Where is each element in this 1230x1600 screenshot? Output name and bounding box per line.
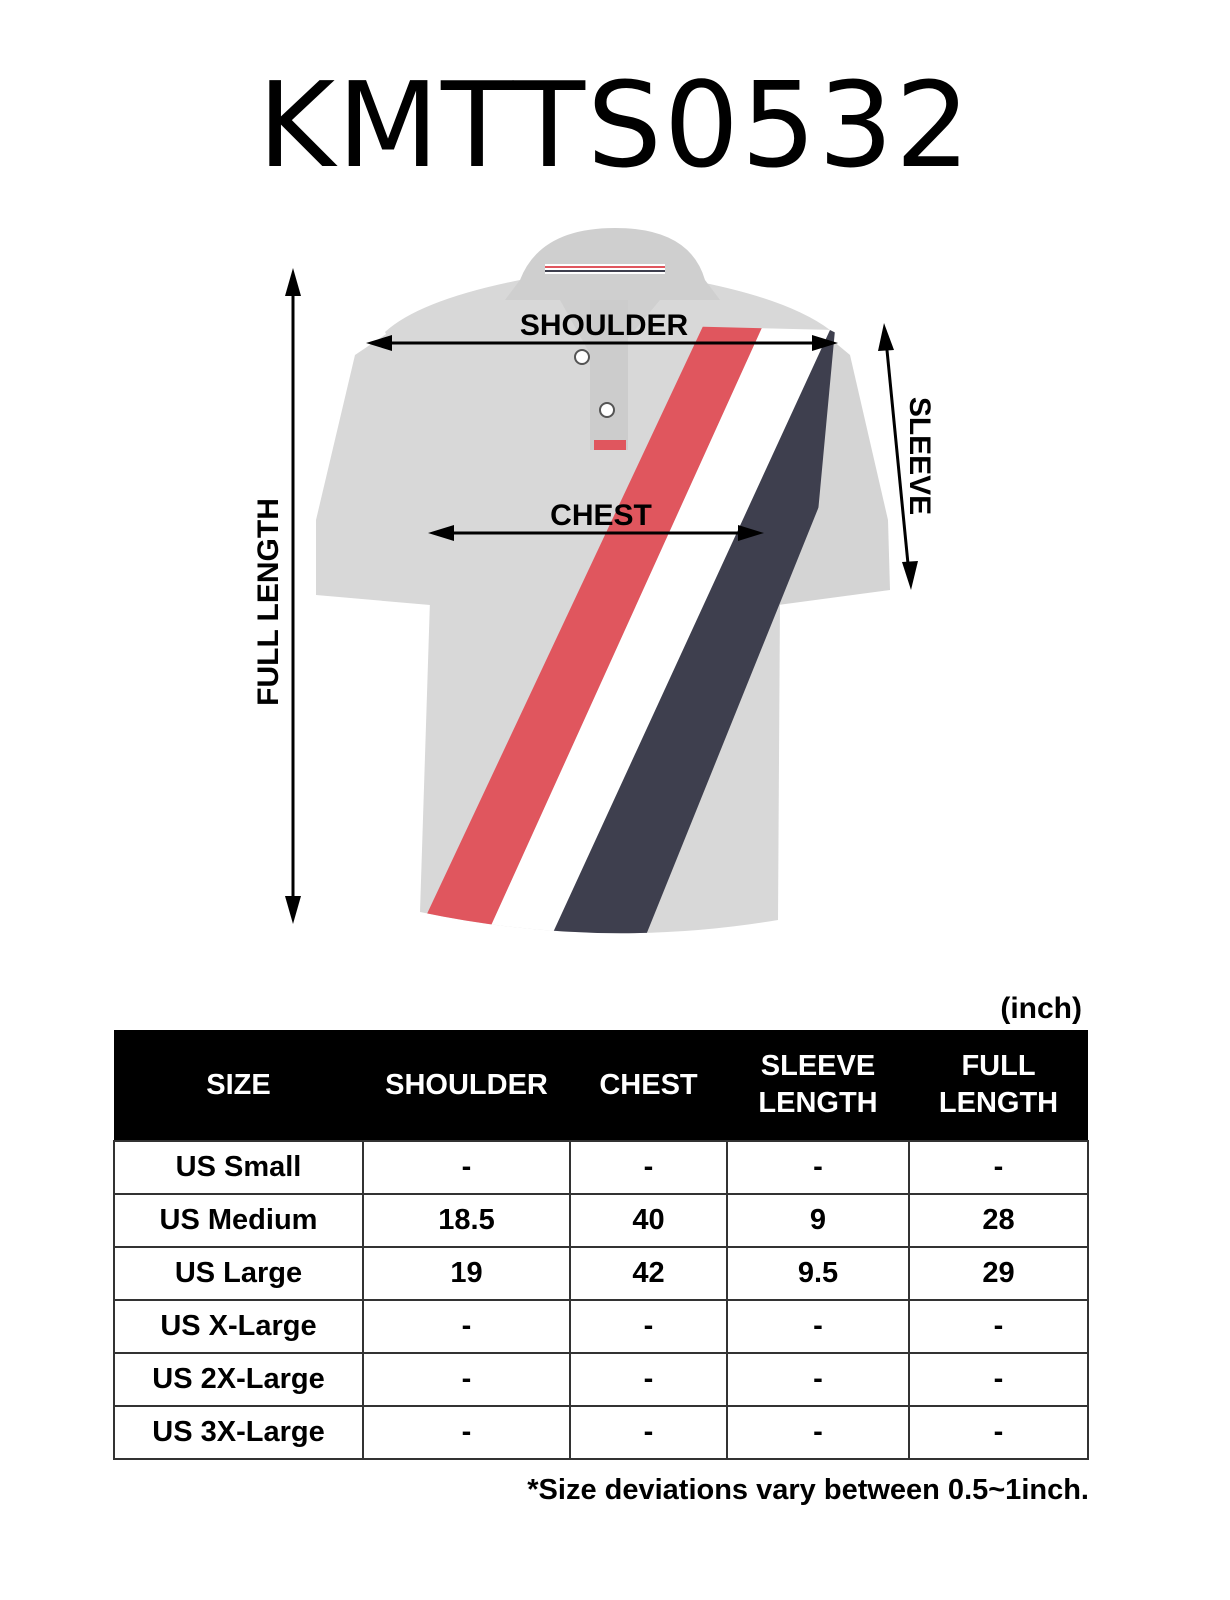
button-middle: [600, 403, 614, 417]
header-chest: CHEST: [570, 1030, 727, 1141]
chest-cell: 40: [570, 1194, 727, 1247]
header-sleeve-length: [727, 1030, 909, 1141]
full-length-cell: -: [909, 1353, 1088, 1406]
sleeve-label: SLEEVE: [903, 396, 936, 516]
sleeve-length-cell: -: [727, 1141, 909, 1194]
shoulder-cell: -: [363, 1353, 570, 1406]
chest-cell: -: [570, 1353, 727, 1406]
size-cell: US X-Large: [114, 1300, 363, 1353]
table-header-row: [114, 1030, 1088, 1141]
sleeve-length-cell: 9.5: [727, 1247, 909, 1300]
sleeve-length-cell: -: [727, 1353, 909, 1406]
chest-cell: -: [570, 1141, 727, 1194]
shoulder-cell: 19: [363, 1247, 570, 1300]
header-sleeve-length-line2: LENGTH: [758, 1087, 878, 1119]
table-row: [114, 1247, 1088, 1300]
full-length-arrow: [285, 268, 301, 924]
shoulder-cell: -: [363, 1300, 570, 1353]
shoulder-cell: -: [363, 1406, 570, 1459]
sleeve-length-cell: -: [727, 1406, 909, 1459]
product-code-title: KMTTS0532: [257, 56, 973, 194]
shoulder-label: SHOULDER: [519, 309, 689, 342]
full-length-cell: -: [909, 1141, 1088, 1194]
full-length-label: FULL LENGTH: [252, 498, 285, 706]
size-deviation-footnote: *Size deviations vary between 0.5~1inch.: [527, 1474, 1089, 1506]
table-row: [114, 1194, 1088, 1247]
header-shoulder: SHOULDER: [363, 1030, 570, 1141]
size-cell: US Large: [114, 1247, 363, 1300]
full-length-cell: -: [909, 1406, 1088, 1459]
chest-cell: 42: [570, 1247, 727, 1300]
sleeve-length-cell: -: [727, 1300, 909, 1353]
size-cell: US 3X-Large: [114, 1406, 363, 1459]
size-chart-table: [113, 1030, 1089, 1460]
header-full-length-line2: LENGTH: [938, 1087, 1059, 1119]
collar-tape: [545, 264, 665, 274]
full-length-cell: 29: [909, 1247, 1088, 1300]
table-row: [114, 1300, 1088, 1353]
button-top: [575, 350, 589, 364]
header-sleeve-length-line1: SLEEVE: [760, 1050, 876, 1082]
chest-label: CHEST: [550, 499, 652, 532]
size-cell: US Small: [114, 1141, 363, 1194]
header-full-length-line1: FULL: [961, 1050, 1036, 1082]
header-size: SIZE: [114, 1030, 363, 1141]
chest-cell: -: [570, 1406, 727, 1459]
table-row: [114, 1406, 1088, 1459]
full-length-cell: 28: [909, 1194, 1088, 1247]
chest-cell: -: [570, 1300, 727, 1353]
shoulder-cell: -: [363, 1141, 570, 1194]
sleeve-length-cell: 9: [727, 1194, 909, 1247]
size-cell: US 2X-Large: [114, 1353, 363, 1406]
size-cell: US Medium: [114, 1194, 363, 1247]
unit-label: (inch): [1000, 992, 1082, 1025]
table-row: [114, 1141, 1088, 1194]
shoulder-cell: 18.5: [363, 1194, 570, 1247]
full-length-cell: -: [909, 1300, 1088, 1353]
table-row: [114, 1353, 1088, 1406]
header-full-length: [909, 1030, 1088, 1141]
